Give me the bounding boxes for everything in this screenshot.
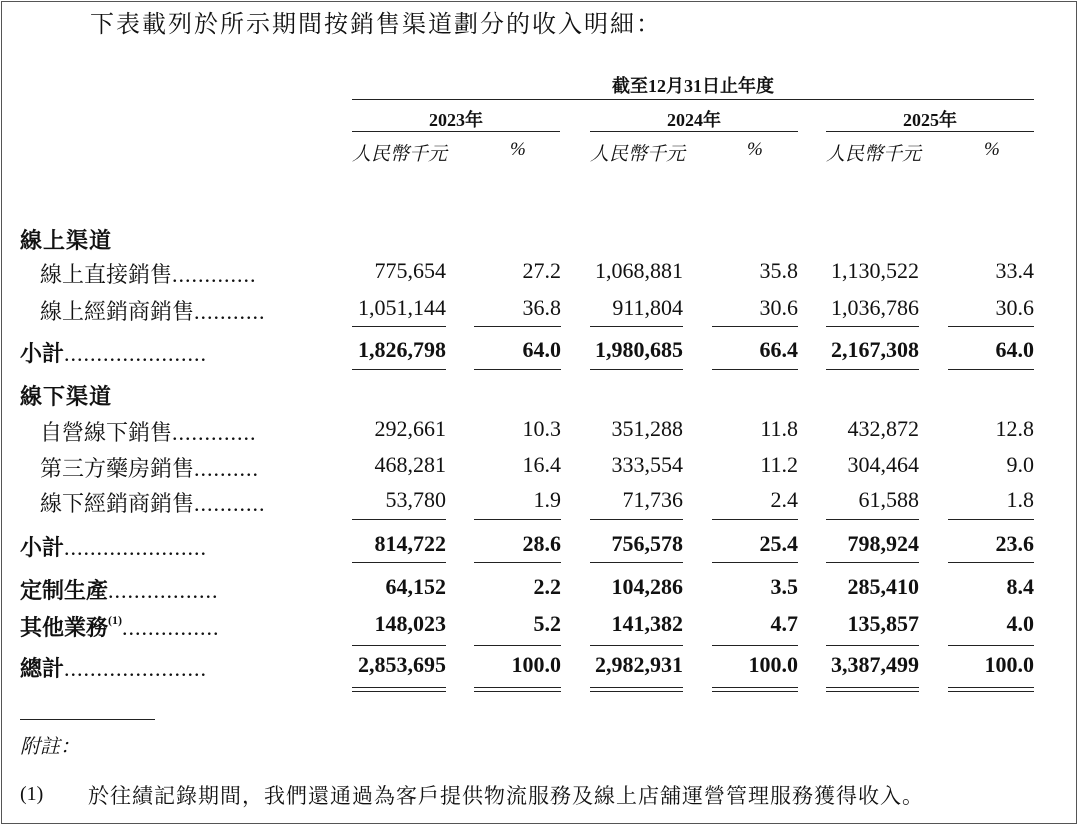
row-label — [40, 295, 266, 326]
cell-value: 100.0 — [748, 652, 798, 677]
single-rule — [474, 562, 561, 563]
single-rule — [352, 326, 446, 327]
cell-value: 23.6 — [995, 531, 1034, 556]
footnote-rule — [20, 719, 155, 720]
cell-value: 33.4 — [995, 258, 1034, 283]
single-rule — [826, 369, 919, 370]
cell-value: 4.0 — [1006, 611, 1034, 636]
single-rule — [590, 645, 683, 646]
cell-value: 2,982,931 — [595, 652, 683, 677]
cell-value: 11.8 — [760, 416, 798, 441]
cell-value: 16.4 — [522, 452, 561, 477]
single-rule — [948, 562, 1034, 563]
double-rule — [826, 687, 919, 692]
single-rule — [826, 645, 919, 646]
row-label — [20, 574, 219, 605]
single-rule — [712, 562, 798, 563]
leader-dots: .......... — [194, 456, 260, 481]
leader-dots: ............... — [122, 615, 220, 640]
cell-value: 53,780 — [385, 487, 446, 512]
cell-value: 3,387,499 — [831, 652, 919, 677]
single-rule — [590, 369, 683, 370]
row-label-text: 總計 — [20, 656, 65, 681]
cell-value: 11.2 — [760, 452, 798, 477]
double-rule — [474, 687, 561, 692]
year-rule-2023 — [352, 131, 560, 132]
cell-value: 351,288 — [611, 416, 683, 441]
cell-value: 36.8 — [522, 295, 561, 320]
period-rule — [352, 99, 1034, 100]
leader-dots: ............. — [172, 262, 257, 287]
cell-value: 432,872 — [847, 416, 919, 441]
unit-rmb-2025: 人民幣千元 — [826, 144, 922, 165]
row-label — [20, 611, 220, 642]
cell-value: 71,736 — [622, 487, 683, 512]
cell-value: 27.2 — [522, 258, 561, 283]
year-2024: 2024年 — [667, 110, 721, 130]
single-rule — [826, 326, 919, 327]
single-rule — [352, 562, 446, 563]
cell-value: 2,853,695 — [358, 652, 446, 677]
cell-value: 1.9 — [533, 487, 561, 512]
cell-value: 2.4 — [770, 487, 798, 512]
single-rule — [352, 369, 446, 370]
cell-value: 100.0 — [984, 652, 1034, 677]
row-label — [40, 487, 266, 518]
row-label — [40, 416, 257, 447]
single-rule — [712, 645, 798, 646]
cell-value: 9.0 — [1006, 452, 1034, 477]
cell-value: 148,023 — [374, 611, 446, 636]
cell-value: 3.5 — [770, 574, 798, 599]
cell-value: 35.8 — [759, 258, 798, 283]
cell-value: 911,804 — [612, 295, 683, 320]
note-number: (1) — [20, 783, 44, 805]
cell-value: 1,980,685 — [595, 337, 683, 362]
cell-value: 468,281 — [374, 452, 446, 477]
row-label — [20, 652, 207, 683]
cell-value: 104,286 — [611, 574, 683, 599]
single-rule — [826, 519, 919, 520]
cell-value: 10.3 — [522, 416, 561, 441]
cell-value: 5.2 — [533, 611, 561, 636]
row-label-text: 第三方藥房銷售 — [40, 456, 195, 481]
double-rule — [712, 687, 798, 692]
double-rule — [948, 687, 1034, 692]
single-rule — [590, 326, 683, 327]
cell-value: 1,036,786 — [831, 295, 919, 320]
single-rule — [712, 369, 798, 370]
single-rule — [712, 519, 798, 520]
cell-value: 1,068,881 — [595, 258, 683, 283]
cell-value: 61,588 — [858, 487, 919, 512]
period-header: 截至12月31日止年度 — [612, 76, 774, 96]
cell-value: 756,578 — [611, 531, 683, 556]
online-section-heading: 線上渠道 — [20, 228, 113, 253]
cell-value: 1,130,522 — [831, 258, 919, 283]
year-rule-2025 — [826, 131, 1034, 132]
single-rule — [474, 369, 561, 370]
row-label — [40, 258, 257, 289]
row-label-text: 線上直接銷售 — [40, 262, 173, 287]
unit-rmb-2024: 人民幣千元 — [590, 144, 686, 165]
single-rule — [948, 369, 1034, 370]
cell-value: 304,464 — [847, 452, 919, 477]
single-rule — [712, 326, 798, 327]
cell-value: 1.8 — [1006, 487, 1034, 512]
row-label-text: 線上經銷商銷售 — [40, 299, 195, 324]
double-rule — [590, 687, 683, 692]
single-rule — [352, 519, 446, 520]
cell-value: 12.8 — [995, 416, 1034, 441]
row-label-text: 小計 — [20, 341, 65, 366]
row-label-text: 自營線下銷售 — [40, 420, 173, 445]
cell-value: 141,382 — [611, 611, 683, 636]
cell-value: 64.0 — [995, 337, 1034, 362]
single-rule — [474, 326, 561, 327]
intro-text: 下表載列於所示期間按銷售渠道劃分的收入明細： — [90, 12, 662, 38]
cell-value: 30.6 — [995, 295, 1034, 320]
cell-value: 135,857 — [847, 611, 919, 636]
single-rule — [352, 645, 446, 646]
leader-dots: ............. — [172, 420, 257, 445]
row-label-text: 其他業務 — [20, 615, 109, 640]
cell-value: 4.7 — [770, 611, 798, 636]
unit-pct-2023: % — [510, 139, 526, 160]
single-rule — [948, 519, 1034, 520]
single-rule — [474, 519, 561, 520]
cell-value: 292,661 — [374, 416, 446, 441]
single-rule — [590, 562, 683, 563]
row-label — [40, 452, 259, 483]
row-label-text: 線下經銷商銷售 — [40, 491, 195, 516]
offline-section-heading: 線下渠道 — [20, 384, 113, 409]
cell-value: 30.6 — [759, 295, 798, 320]
single-rule — [948, 645, 1034, 646]
cell-value: 814,722 — [374, 531, 446, 556]
cell-value: 1,826,798 — [358, 337, 446, 362]
cell-value: 64,152 — [385, 574, 446, 599]
year-2025: 2025年 — [903, 110, 957, 130]
year-rule-2024 — [590, 131, 798, 132]
cell-value: 28.6 — [522, 531, 561, 556]
cell-value: 1,051,144 — [358, 295, 446, 320]
cell-value: 775,654 — [374, 258, 446, 283]
row-label-text: 定制生產 — [20, 578, 109, 603]
note-heading: 附註： — [20, 736, 80, 758]
footnote-marker: (1) — [108, 613, 123, 627]
unit-pct-2025: % — [984, 139, 1000, 160]
cell-value: 25.4 — [759, 531, 798, 556]
single-rule — [948, 326, 1034, 327]
leader-dots: ...................... — [64, 656, 208, 681]
cell-value: 333,554 — [611, 452, 683, 477]
cell-value: 8.4 — [1006, 574, 1034, 599]
leader-dots: ........... — [194, 491, 266, 516]
year-2023: 2023年 — [429, 110, 483, 130]
cell-value: 64.0 — [522, 337, 561, 362]
single-rule — [474, 645, 561, 646]
single-rule — [590, 519, 683, 520]
cell-value: 100.0 — [511, 652, 561, 677]
note-text: 於往績記錄期間，我們還通過為客戶提供物流服務及線上店舖運營管理服務獲得收入。 — [88, 784, 924, 808]
cell-value: 285,410 — [847, 574, 919, 599]
single-rule — [826, 562, 919, 563]
unit-pct-2024: % — [747, 139, 763, 160]
cell-value: 798,924 — [847, 531, 919, 556]
row-label — [20, 337, 207, 368]
cell-value: 2,167,308 — [831, 337, 919, 362]
row-label-text: 小計 — [20, 535, 65, 560]
row-label — [20, 531, 207, 562]
leader-dots: ........... — [194, 299, 266, 324]
unit-rmb-2023: 人民幣千元 — [352, 144, 448, 165]
leader-dots: ...................... — [64, 341, 208, 366]
double-rule — [352, 687, 446, 692]
cell-value: 2.2 — [533, 574, 561, 599]
leader-dots: ................. — [108, 578, 219, 603]
cell-value: 66.4 — [759, 337, 798, 362]
leader-dots: ...................... — [64, 535, 208, 560]
